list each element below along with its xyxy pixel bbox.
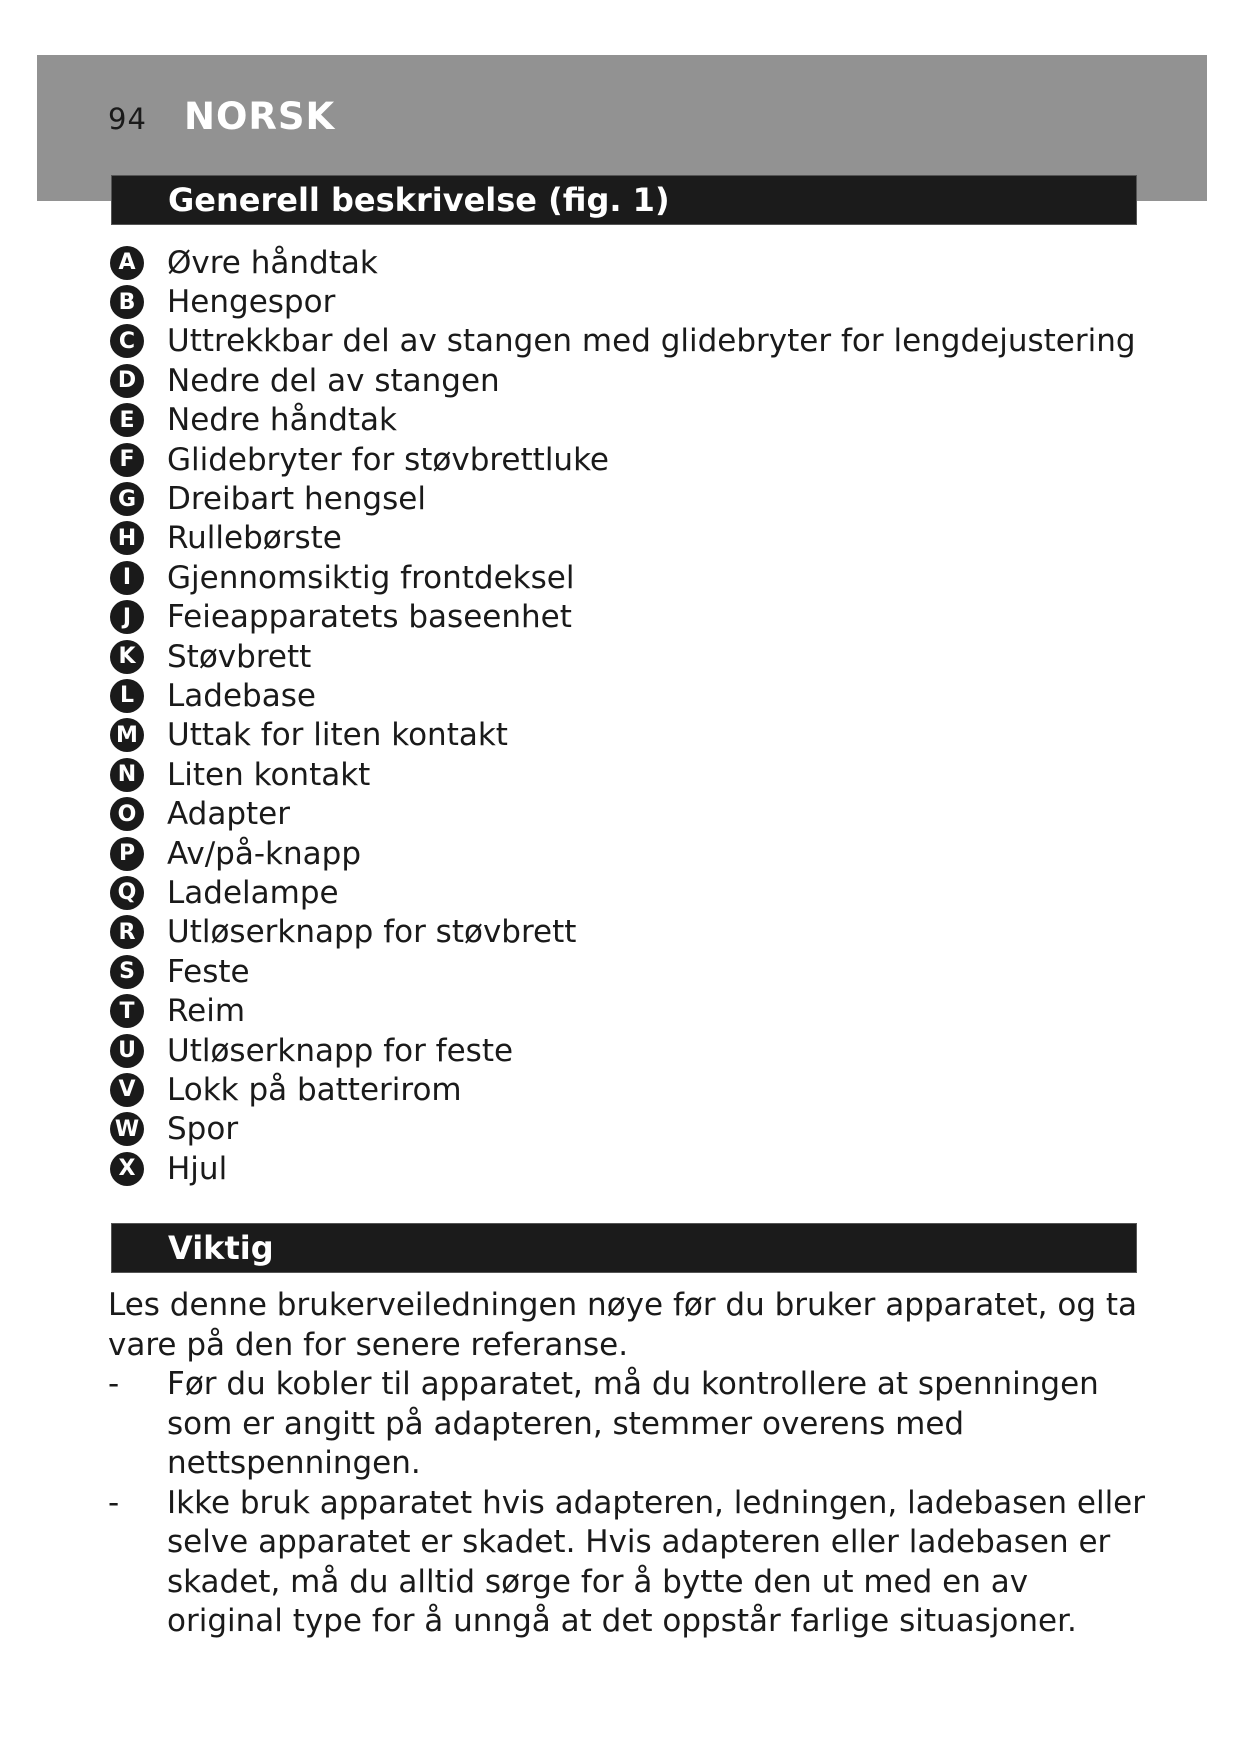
- list-item: [110, 1149, 1150, 1188]
- list-item: [110, 401, 1150, 440]
- list-item: [110, 598, 1150, 637]
- letter-badge: E: [110, 403, 144, 437]
- part-label: Glidebryter for støvbrettluke: [167, 441, 609, 478]
- parts-list: [110, 243, 1150, 1188]
- list-item: [110, 834, 1150, 873]
- important-bullet-list: [108, 1365, 1148, 1642]
- language-heading: NORSK: [184, 95, 336, 138]
- bullet-text: Før du kobler til apparatet, må du kontrollere at spenningen som er angitt på adapteren, stemmer overens med nettspenningen.: [167, 1366, 1099, 1481]
- list-item: [110, 716, 1150, 755]
- letter-badge: J: [110, 600, 144, 634]
- bullet-marker: -: [108, 1366, 120, 1402]
- list-item: [110, 755, 1150, 794]
- letter-badge: D: [110, 364, 144, 398]
- page-number: 94: [108, 102, 147, 136]
- list-item: [110, 1070, 1150, 1109]
- list-item: [110, 637, 1150, 676]
- section-title: Generell beskrivelse (fig. 1): [168, 181, 670, 219]
- list-item: [110, 1031, 1150, 1070]
- letter-badge: V: [110, 1073, 144, 1107]
- part-label: Feste: [167, 953, 250, 990]
- part-label: Uttrekkbar del av stangen med glidebryter for lengdejustering: [167, 323, 1136, 360]
- section-title: Viktig: [168, 1229, 274, 1267]
- part-label: Nedre del av stangen: [167, 362, 500, 399]
- part-label: Støvbrett: [167, 638, 312, 675]
- letter-badge: L: [110, 679, 144, 713]
- letter-badge: F: [110, 443, 144, 477]
- letter-badge: S: [110, 955, 144, 989]
- bullet-item: [108, 1365, 1148, 1484]
- list-item: [110, 676, 1150, 715]
- part-label: Rullebørste: [167, 520, 342, 557]
- letter-badge: A: [110, 246, 144, 280]
- list-item: [110, 873, 1150, 912]
- part-label: Ladelampe: [167, 874, 339, 911]
- section-header-general-description: [111, 175, 1137, 225]
- letter-badge: R: [110, 915, 144, 949]
- letter-badge: Q: [110, 876, 144, 910]
- part-label: Ladebase: [167, 677, 316, 714]
- list-item: [110, 282, 1150, 321]
- bullet-text: Ikke bruk apparatet hvis adapteren, ledningen, ladebasen eller selve apparatet er skadet. Hvis adapteren eller ladebasen er skadet, må du alltid sørge for å bytte den ut med en av original type for å unngå at det oppstår farlige situasjoner.: [167, 1484, 1145, 1639]
- list-item: [110, 558, 1150, 597]
- letter-badge: U: [110, 1034, 144, 1068]
- bullet-item: [108, 1484, 1148, 1642]
- list-item: [110, 243, 1150, 282]
- letter-badge: N: [110, 758, 144, 792]
- list-item: [110, 991, 1150, 1030]
- part-label: Utløserknapp for feste: [167, 1032, 514, 1069]
- letter-badge: T: [110, 994, 144, 1028]
- part-label: Lokk på batterirom: [167, 1071, 462, 1108]
- letter-badge: H: [110, 521, 144, 555]
- list-item: [110, 322, 1150, 361]
- list-item: [110, 913, 1150, 952]
- part-label: Hengespor: [167, 284, 336, 321]
- part-label: Øvre håndtak: [167, 244, 378, 281]
- letter-badge: B: [110, 285, 144, 319]
- part-label: Av/på-knapp: [167, 835, 361, 872]
- part-label: Dreibart hengsel: [167, 481, 426, 518]
- list-item: [110, 519, 1150, 558]
- section-header-important: [111, 1223, 1137, 1273]
- letter-badge: G: [110, 482, 144, 516]
- list-item: [110, 952, 1150, 991]
- part-label: Utløserknapp for støvbrett: [167, 914, 577, 951]
- list-item: [110, 1110, 1150, 1149]
- important-intro: Les denne brukerveiledningen nøye før du bruker apparatet, og ta vare på den for senere referanse.: [108, 1287, 1138, 1363]
- bullet-marker: -: [108, 1484, 120, 1521]
- part-label: Feieapparatets baseenhet: [167, 599, 572, 636]
- letter-badge: W: [110, 1112, 144, 1146]
- list-item: [110, 440, 1150, 479]
- letter-badge: K: [110, 640, 144, 674]
- part-label: Spor: [167, 1111, 239, 1148]
- part-label: Adapter: [167, 796, 290, 833]
- letter-badge: P: [110, 837, 144, 871]
- letter-badge: C: [110, 324, 144, 358]
- letter-badge: O: [110, 797, 144, 831]
- part-label: Gjennomsiktig frontdeksel: [167, 559, 575, 596]
- part-label: Liten kontakt: [167, 756, 371, 793]
- list-item: [110, 794, 1150, 833]
- letter-badge: M: [110, 718, 144, 752]
- part-label: Reim: [167, 993, 246, 1030]
- part-label: Uttak for liten kontakt: [167, 717, 508, 754]
- part-label: Nedre håndtak: [167, 402, 398, 439]
- part-label: Hjul: [167, 1150, 228, 1187]
- list-item: [110, 479, 1150, 518]
- letter-badge: I: [110, 561, 144, 595]
- list-item: [110, 361, 1150, 400]
- letter-badge: X: [110, 1152, 144, 1186]
